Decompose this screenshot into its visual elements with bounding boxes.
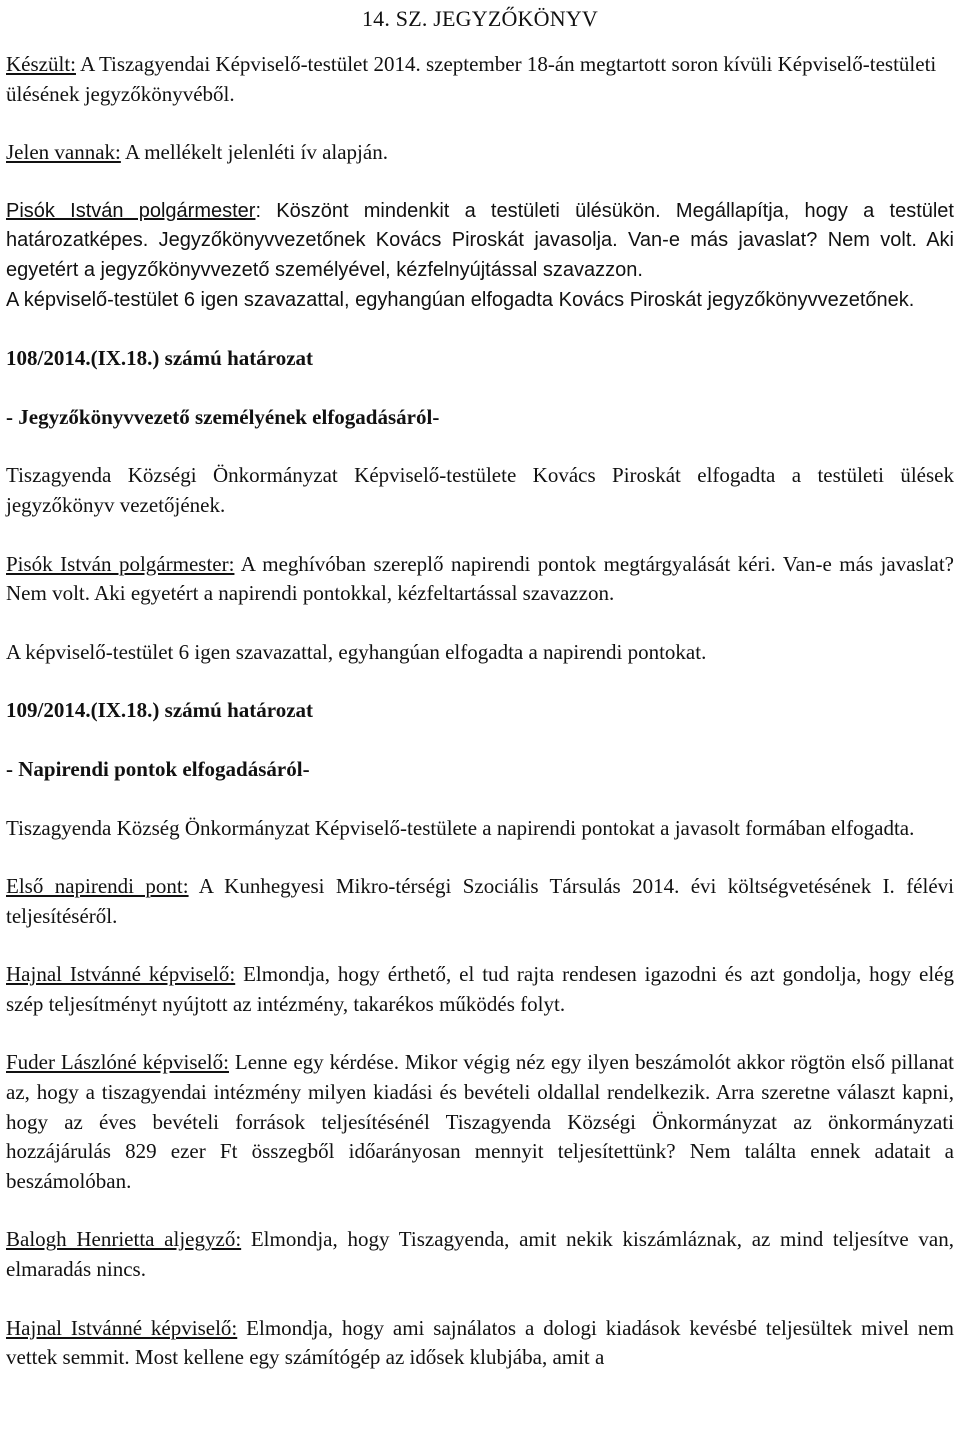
resolution-109-text: Tiszagyenda Község Önkormányzat Képviselő-testülete a napirendi pontokat a javasolt formában elfogadta. [6, 815, 915, 840]
statement-hajnal-2-text: Elmondja, hogy ami sajnálatos a dologi kiadások kevésbé teljesültek mivel nem vettek semmit. Most kellene egy számítógép az idősek klubjába, amit a [6, 1315, 954, 1370]
statement-balogh-speaker: Balogh Henrietta aljegyző: [6, 1227, 242, 1252]
statement-fuder-text: Lenne egy kérdése. Mikor végig néz egy ilyen beszámolót akkor rögtön első pillanat az, hogy a tiszagyendai intézmény milyen kiadási és bevételi oldallal rendelkezik. Arra szeretne választ kapni, hogy az éves bevételi források teljesítésénél Tiszagyenda Községi Önkormányzat az önkormányzati hozzájárulás 829 ezer Ft összegből időarányosan mennyit teljesítettünk? Nem találta ennek adatait a beszámolóban. [6, 1050, 954, 1193]
resolution-109-subject: - Napirendi pontok elfogadásáról- [6, 756, 310, 781]
statement-balogh [6, 1225, 954, 1284]
statement-fuder-speaker: Fuder Lászlóné képviselő: [6, 1050, 229, 1075]
mayor-agenda-speaker: Pisók István polgármester: [6, 551, 235, 576]
created-label: Készült: [6, 52, 76, 76]
created-text: A Tiszagyendai Képviselő-testület 2014. szeptember 18-án megtartott soron kívüli Képviselő-testületi ülésének jegyzőkönyvéből. [6, 52, 937, 106]
present-label: Jelen vannak: [6, 140, 121, 165]
statement-hajnal-2-speaker: Hajnal Istvánné képviselő: [6, 1315, 238, 1340]
statement-fuder [6, 1048, 954, 1196]
statement-hajnal-2 [6, 1314, 954, 1373]
mayor-speaker-label: Pisók István polgármester [6, 199, 256, 222]
mayor-agenda-text: A meghívóban szereplő napirendi pontok megtárgyalását kéri. Van-e más javaslat? Nem volt. Aki egyetért a napirendi pontokkal, kézfeltartással szavazzon. [6, 551, 955, 606]
statement-hajnal-1-text: Elmondja, hogy érthető, el tud rajta rendesen igazodni és azt gondolja, hogy elég szép teljesítményt nyújtott az intézmény, takarékos működés folyt. [6, 962, 955, 1016]
resolution-108-subject: - Jegyzőkönyvvezető személyének elfogadásáról- [6, 404, 440, 429]
resolution-108-text: Tiszagyenda Községi Önkormányzat Képviselő-testülete Kovács Piroskát elfogadta a testületi ülések jegyzőkönyv vezetőjének. [6, 463, 954, 517]
document-title: 14. SZ. JEGYZŐKÖNYV [361, 6, 598, 31]
first-agenda-text: A Kunhegyesi Mikro-térségi Szociális Társulás 2014. évi költségvetésének I. félévi teljesítéséről. [6, 874, 954, 928]
present-paragraph [6, 138, 954, 168]
statement-hajnal-1-speaker: Hajnal Istvánné képviselő: [6, 962, 236, 987]
statement-hajnal-1 [6, 960, 954, 1019]
resolution-108-number: 108/2014.(IX.18.) számú határozat [6, 346, 314, 371]
first-agenda-item [6, 872, 954, 931]
resolution-109-number: 109/2014.(IX.18.) számú határozat [6, 698, 314, 723]
present-text: A mellékelt jelenléti ív alapján. [120, 140, 388, 165]
mayor-opening-text: : Köszönt mindenkit a testületi ülésükön. Megállapítja, hogy a testület határozatképes. Jegyzőkönyvvezetőnek Kovács Piroskát javasolja. Van-e más javaslat? Nem volt. Aki egyetért a jegyzőkönyvvezető személyével, kézfelnyújtással szavazzon. [6, 199, 954, 281]
created-paragraph [6, 50, 954, 109]
vote-result-agenda: A képviselő-testület 6 igen szavazattal, egyhangúan elfogadta a napirendi pontokat. [6, 639, 707, 664]
vote-result-recorder: A képviselő-testület 6 igen szavazattal, egyhangúan elfogadta Kovács Piroskát jegyzőkönyvvezetőnek. [6, 288, 915, 311]
statement-balogh-text: Elmondja, hogy Tiszagyenda, amit nekik kiszámláznak, az mind teljesítve van, elmaradás nincs. [6, 1227, 954, 1282]
document-page [6, 0, 954, 1373]
mayor-opening-paragraph [6, 197, 954, 286]
first-agenda-label: Első napirendi pont: [6, 874, 189, 899]
mayor-agenda-paragraph [6, 550, 954, 609]
